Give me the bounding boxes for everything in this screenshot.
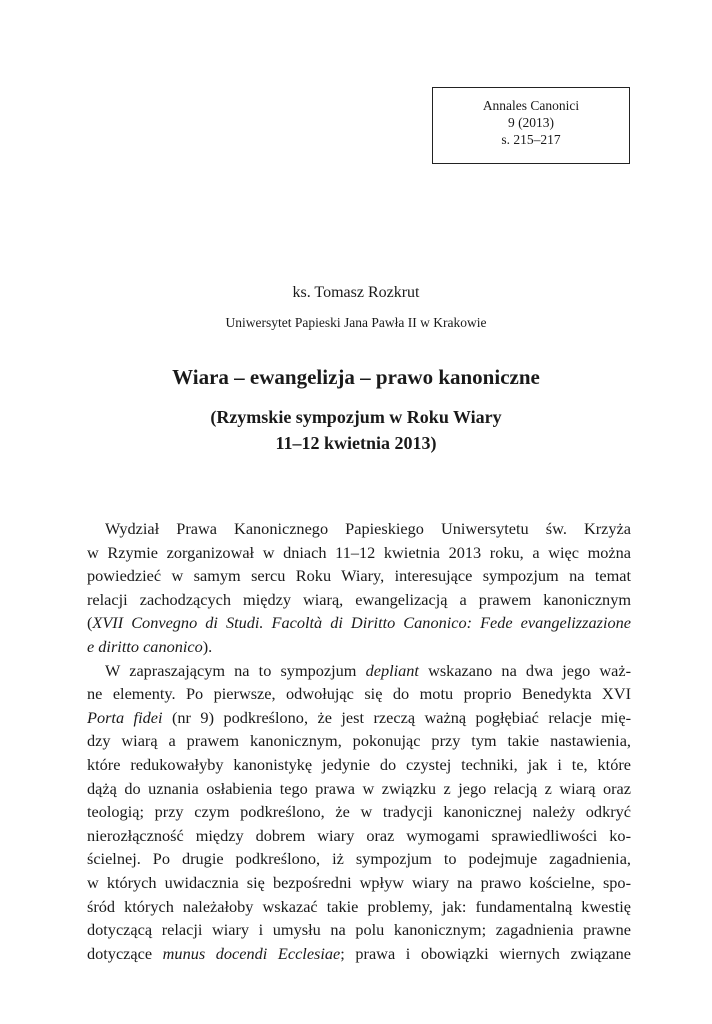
journal-name: Annales Canonici: [482, 98, 580, 113]
journal-pages: s. 215–217: [501, 132, 561, 147]
italic-fragment: Porta fidei: [87, 707, 163, 727]
body-line: śród których należałoby wskazać takie problemy, jak: fundamentalną kwestię: [87, 896, 631, 916]
author-name: ks. Tomasz Rozkrut: [292, 284, 420, 301]
subtitle-line: (Rzymskie sympozjum w Roku Wiary: [210, 407, 502, 427]
journal-info-box: [432, 87, 630, 164]
body-line: dążą do uznania osłabienia tego prawa w związku z jego relacją z wiarą oraz: [87, 778, 631, 798]
article-body: [87, 517, 631, 965]
journal-volume: 9 (2013): [507, 115, 555, 130]
body-line: [87, 706, 631, 730]
body-line: [87, 635, 631, 659]
article-title: Wiara – ewangelizja – prawo kanoniczne: [172, 365, 540, 389]
body-line: w których uwidacznia się bezpośredni wpływ wiary na prawo kościelne, spo-: [87, 872, 631, 892]
italic-fragment: XVII Convegno di Studi. Facoltà di Diritto Canonico: Fede evangelizzazione: [92, 613, 631, 633]
body-line: nierozłączność między dobrem wiary oraz wymogami sprawiedliwości ko-: [87, 825, 631, 845]
body-line: dzy wiarą a prawem kanonicznym, pokonując przy tym takie nastawienia,: [87, 731, 631, 751]
body-line: ścielnej. Po drugie podkreślono, iż sympozjum to podejmuje zagadnienia,: [87, 849, 631, 869]
body-line: [87, 611, 631, 635]
text-fragment: ).: [202, 636, 213, 656]
text-fragment: W zapraszającym na to sympozjum: [105, 660, 366, 680]
text-fragment: dotyczące: [87, 943, 163, 963]
text-fragment: (nr 9) podkreślono, że jest rzeczą ważną pogłębiać relacje mię-: [162, 707, 631, 727]
body-line: powiedzieć w samym sercu Roku Wiary, interesujące sympozjum na temat: [87, 566, 631, 586]
body-line: relacji zachodzących między wiarą, ewangelizacją a prawem kanonicznym: [87, 589, 631, 609]
body-line: teologią; przy czym podkreślono, że w tradycji kanonicznej należy odkryć: [87, 802, 631, 822]
italic-fragment: depliant: [365, 660, 419, 680]
body-line: [87, 942, 631, 966]
body-line: Wydział Prawa Kanonicznego Papieskiego Uniwersytetu św. Krzyża: [105, 519, 631, 538]
text-fragment: (: [87, 613, 93, 633]
text-fragment: ; prawa i obowiązki wiernych związane: [340, 943, 631, 963]
italic-fragment: munus docendi Ecclesiae: [162, 943, 341, 963]
body-line: dotyczącą relacji wiary i umysłu na polu kanonicznym; zagadnienia prawne: [87, 920, 631, 940]
author-affiliation: Uniwersytet Papieski Jana Pawła II w Krakowie: [225, 315, 487, 330]
italic-fragment: e diritto canonico: [87, 636, 203, 656]
text-fragment: wskazano na dwa jego waż-: [418, 660, 631, 680]
body-line: [87, 659, 631, 683]
article-subtitle: [0, 404, 712, 456]
body-line: ne elementy. Po pierwsze, odwołując się do motu proprio Benedykta XVI: [87, 684, 631, 704]
body-line: w Rzymie zorganizował w dniach 11–12 kwietnia 2013 roku, a więc można: [87, 542, 631, 562]
body-line: które redukowałyby kanonistykę jedynie do czystej techniki, jak i te, które: [87, 754, 631, 774]
subtitle-line: 11–12 kwietnia 2013): [275, 433, 437, 453]
